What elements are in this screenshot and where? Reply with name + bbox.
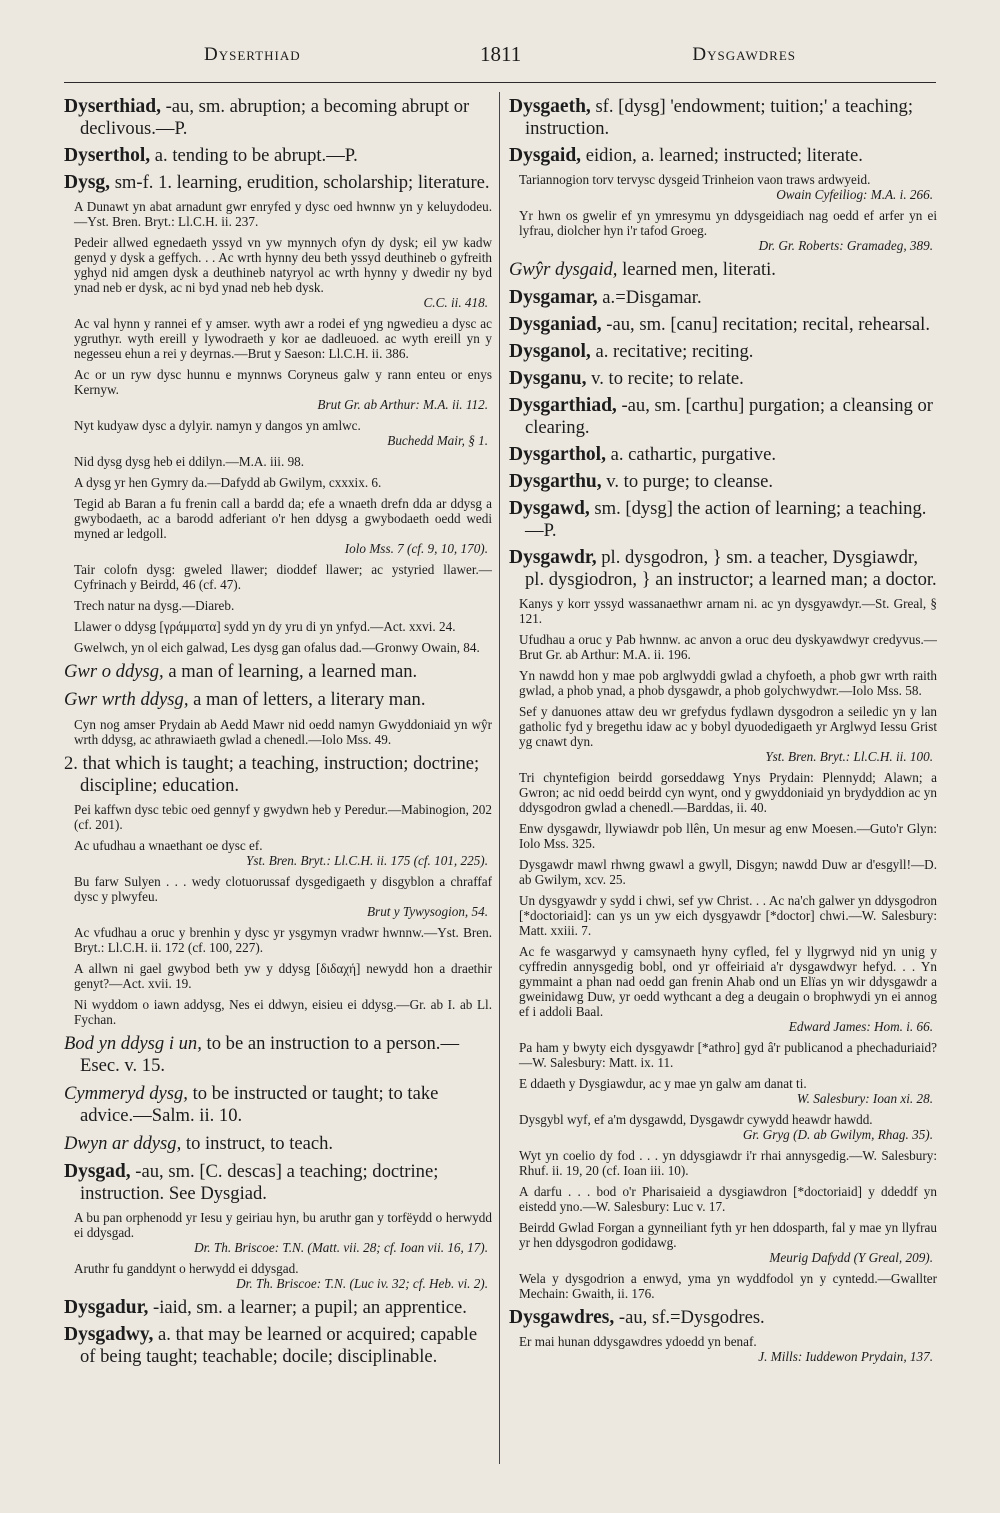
citation-source: Yst. Bren. Bryt.: Ll.C.H. ii. 175 (cf. 101, 225). [245,853,488,868]
running-header [64,44,936,72]
dictionary-entry [64,1161,492,1205]
citation-source: Owain Cyfeiliog: M.A. i. 266. [776,187,933,202]
definition: -au, sm. [carthu] purgation; a cleansing or clearing. [525,395,933,438]
definition: pl. dysgodron, } sm. a teacher, Dysgiawdr, pl. dysgiodron, } an instructor; a learned man; a doctor. [525,547,937,590]
definition: -iaid, sm. a learner; a pupil; an apprentice. [148,1297,467,1318]
phrase-entry [64,1083,492,1127]
citation [74,997,492,1027]
citation-quote: Ufudhau a oruc y Pab hwnnw. ac anvon a oruc deu dyskyawdwyr credyvus.—Brut Gr. ab Arthur: M.A. ii. 196. [519,632,937,662]
phrase-entry [509,259,937,281]
citation [74,1210,492,1255]
citation-quote: Aruthr fu ganddynt o herwydd ei ddysgad. [74,1261,299,1276]
citation-quote: Bu farw Sulyen . . . wedy clotuorussaf dysgedigaeth y disgyblon a chraffaf dysc y plwyfeu. [74,874,492,904]
definition: a. cathartic, purgative. [605,444,776,465]
headword: Dysganiad, [509,314,602,335]
citation-source: Buchedd Mair, § 1. [387,433,488,448]
dictionary-entry [509,395,937,439]
phrase-entry [64,1033,492,1077]
citation [74,598,492,613]
citation [519,1334,937,1364]
definition: -au, sm. [C. descas] a teaching; doctrine; instruction. See Dysgiad. [80,1161,439,1204]
citation-source: Brut y Tywysogion, 54. [367,904,488,919]
citation [74,961,492,991]
phrase-meaning: learned men, literati. [617,259,776,280]
dictionary-entry [509,96,937,140]
dictionary-entry [509,547,937,591]
citation [519,208,937,253]
headword: Dysgadur, [64,1297,149,1318]
citation-quote: Wyt yn coelio dy fod . . . yn ddysgiawdr i'r rhai annysgedig.—W. Salesbury: Rhuf. ii. 19, 20 (cf. Ioan iii. 10). [519,1148,937,1178]
headword: Dysganu, [509,368,587,389]
citation-quote: A allwn ni gael gwybod beth yw y ddysg [διδαχή] newydd hon a draethir genyt?—Act. xvii. 19. [74,961,492,991]
headword: Dyserthol, [64,145,151,166]
citation-quote: A dysg yr hen Gymry da.—Dafydd ab Gwilym, cxxxix. 6. [74,475,382,490]
citation-quote: Cyn nog amser Prydain ab Aedd Mawr nid oedd namyn Gwyddoniaid yn wŷr wrth ddysg, ac athrawiaeth gwlad a chenedl.—Iolo Mss. 49. [74,717,492,747]
citation-quote: Sef y danuones attaw deu wr grefydus fydlawn dysgodron a seiledic yn y lan gatholic fyd y bregethu idaw ac y bobyl dyuodedigaeth yr Arglwyd Iessu Grist yg cnawt dyn. [519,704,937,749]
dictionary-entry [509,145,937,167]
dictionary-entry [64,1297,492,1319]
citation-source: Meurig Dafydd (Y Greal, 209). [769,1250,933,1265]
citation-source: C.C. ii. 418. [423,295,488,310]
column-divider [499,92,500,1464]
citation-source: Dr. Th. Briscoe: T.N. (Luc iv. 32; cf. Heb. vi. 2). [236,1276,488,1291]
citation [74,316,492,361]
phrase-meaning: to instruct, to teach. [181,1133,334,1154]
phrase-term: Gwr o ddysg, [64,661,164,682]
citation [519,596,937,626]
phrase-term: Cymmeryd dysg, [64,1083,188,1104]
right-column [509,96,937,1466]
citation-quote: Trech natur na dysg.—Diareb. [74,598,235,613]
citation-source: Iolo Mss. 7 (cf. 9, 10, 170). [344,541,488,556]
citation-quote: Kanys y korr yssyd wassanaethwr arnam ni. ac yn dysgyawdyr.—St. Greal, § 121. [519,596,937,626]
citation-source: Edward James: Hom. i. 66. [788,1019,933,1034]
citation-quote: Tegid ab Baran a fu frenin call a bardd da; efe a wnaeth drefn dda ar ddysg a gwybodaeth, ac a barodd adferiant o'r hen ddysg a gwybodaeth oedd wedi myned ar ledgoll. [74,496,492,541]
citation [519,1271,937,1301]
definition: v. to recite; to relate. [586,368,744,389]
definition: -au, sm. abruption; a becoming abrupt or declivous.—P. [80,96,470,139]
headword: Dysgadwy, [64,1324,154,1345]
citation [519,821,937,851]
citation [74,640,492,655]
phrase-term: Dwyn ar ddysg, [64,1133,182,1154]
citation-quote: Llawer o ddysg [γράμματα] sydd yn dy yru di yn ynfyd.—Act. xxvi. 24. [74,619,456,634]
citation [519,1112,937,1142]
citation [74,925,492,955]
header-right-guideword: Dysgawdres [692,44,796,65]
citation [74,199,492,229]
citation-source: Dr. Gr. Roberts: Gramadeg, 389. [758,238,933,253]
page-number: 1811 [480,42,522,66]
headword: Dysg, [64,172,111,193]
citation-quote: E ddaeth y Dysgiawdur, ac y mae yn galw am danat ti. [519,1076,807,1091]
definition: a. tending to be abrupt.—P. [150,145,358,166]
citation [519,1148,937,1178]
headword: Dysgad, [64,1161,131,1182]
dictionary-entry [509,341,937,363]
citation-source: J. Mills: Iuddewon Prydain, 137. [758,1349,933,1364]
citation-quote: A bu pan orphenodd yr Iesu y geiriau hyn, bu aruthr gan y torfëydd o herwydd ei ddysgad. [74,1210,492,1240]
sense-definition: 2. that which is taught; a teaching, instruction; doctrine; discipline; education. [64,753,480,796]
headword: Dysgarthiad, [509,395,617,416]
headword: Dysgaid, [509,145,582,166]
citation-quote: Tair colofn dysg: gweled llawer; dioddef llawer; ac ystyried llawer.—Cyfrinach y Beirdd, 46 (cf. 47). [74,562,492,592]
headword: Dysgarthol, [509,444,606,465]
citation [74,367,492,412]
definition: -au, sf.=Dysgodres. [614,1307,765,1328]
citation [74,874,492,919]
citation-quote: Ac fe wasgarwyd y camsynaeth hyny cyfled, fel y llygrwyd nid yn unig y cyffredin annysgedig bobl, ond yr offeiriaid a'r dysgawdwyr hefyd. . . Yn gymmaint a phan nad oedd gan frenin Ahab ond un Elïas yn wir ddysgawdr a gweinidawg Duw, yr oedd wythcant a deg a deugain o brophwydi yn ei annog ef i addoli Baal. [519,944,937,1019]
citation [519,172,937,202]
citation-quote: Ac val hynn y rannei ef y amser. wyth awr a rodei ef yng ngwedieu a dysc ac ygruthyr. wyth ereill y lywodraeth y kor ae dadleuoed. ac wyth ereill yn y negesseu ehun a rei y deyrnas.—Brut y Saeson: Ll.C.H. ii. 386. [74,316,492,361]
citation-quote: Beirdd Gwlad Forgan a gynneiliant fyth yr hen ddosparth, fal y mae yn llyfrau yr hen ddysgodron godidawg. [519,1220,937,1250]
citation [74,475,492,490]
definition: eidion, a. learned; instructed; literate. [581,145,863,166]
phrase-meaning: a man of letters, a literary man. [188,689,426,710]
dictionary-entry [509,498,937,542]
citation [519,668,937,698]
citation-source: Brut Gr. ab Arthur: M.A. ii. 112. [317,397,488,412]
headword: Dysgawdres, [509,1307,615,1328]
dictionary-entry [509,368,937,390]
citation-quote: A darfu . . . bod o'r Pharisaieid a dysgiawdron [*doctoriaid] y ddeddf yn eistedd yno.—W. Salesbury: Luc v. 17. [519,1184,937,1214]
definition: -au, sm. [canu] recitation; recital, rehearsal. [601,314,930,335]
citation [74,1261,492,1291]
phrase-meaning: a man of learning, a learned man. [163,661,418,682]
citation-quote: Pedeir allwed egnedaeth yssyd vn yw mynnych ofyn dy dysk; eil yw kadw genyd y dysk a geffych. . . Ac wrth hynny deu beth yssyd deuthineb o gyfreith yghyd nid amgen dysk a deuthineb natyryol ac wrth hynny y dwedir ny byd ynad neb er dysk, ac ni byd ynad neb heb dysk. [74,235,492,295]
citation [74,802,492,832]
dictionary-entry [509,314,937,336]
citation [74,562,492,592]
left-column [64,96,492,1466]
headword: Dysgamar, [509,287,598,308]
citation [74,838,492,868]
dictionary-entry [509,1307,937,1329]
definition: sm. [dysg] the action of learning; a teaching.—P. [525,498,927,541]
citation [519,770,937,815]
dictionary-entry [509,471,937,493]
citation-quote: Pei kaffwn dysc tebic oed gennyf y gwydwn heb y Peredur.—Mabinogion, 202 (cf. 201). [74,802,492,832]
citation [519,632,937,662]
phrase-meaning: to be an instruction to a person.—Esec. v. 15. [80,1033,460,1076]
citation-quote: Tariannogion torv tervysc dysgeid Trinheion vaon traws ardwyeid. [519,172,871,187]
citation-source: Yst. Bren. Bryt.: Ll.C.H. ii. 100. [765,749,933,764]
citation [74,235,492,310]
citation-quote: Nyt kudyaw dysc a dylyir. namyn y dangos yn amlwc. [74,418,361,433]
phrase-term: Bod yn ddysg i un, [64,1033,202,1054]
dictionary-entry [64,172,492,194]
citation-quote: Er mai hunan ddysgawdres ydoedd yn benaf. [519,1334,757,1349]
headword: Dysgawd, [509,498,590,519]
citation [519,893,937,938]
citation-quote: Dysgawdr mawl rhwng gwawl a gwyll, Disgyn; nawdd Duw ar d'esgyll!—D. ab Gwilym, xcv. 25. [519,857,937,887]
phrase-entry [64,661,492,683]
citation-quote: A Dunawt yn abat arnadunt gwr enryfed y dysc oed hwnnw yn y keluydodeu.—Yst. Bren. Bryt.: Ll.C.H. ii. 237. [74,199,492,229]
headword: Dysgaeth, [509,96,591,117]
citation [519,1076,937,1106]
citation [74,496,492,556]
definition: a. recitative; reciting. [590,341,754,362]
citation-source: Dr. Th. Briscoe: T.N. (Matt. vii. 28; cf. Ioan vii. 16, 17). [194,1240,488,1255]
citation-quote: Un dysgyawdr y sydd i chwi, sef yw Christ. . . Ac na'ch galwer yn ddysgodron [*doctoriaid]: can ys un yw eich dysgyawdr [*doctor] chwi.—W. Salesbury: Matt. xxiii. 7. [519,893,937,938]
citation-quote: Gwelwch, yn ol eich galwad, Les dysg gan ofalus dad.—Gronwy Owain, 84. [74,640,480,655]
headword: Dysgawdr, [509,547,597,568]
citation-quote: Yr hwn os gwelir ef yn ymresymu yn ddysgeidiach nag oedd ef arfer yn ei lyfrau, diolcher hyn i'r tafod Groeg. [519,208,937,238]
phrase-term: Gwr wrth ddysg, [64,689,189,710]
citation [519,1220,937,1265]
headword: Dysganol, [509,341,591,362]
definition: sm-f. 1. learning, erudition, scholarship; literature. [110,172,490,193]
citation [74,418,492,448]
dictionary-entry [64,96,492,140]
definition: a.=Disgamar. [597,287,702,308]
citation-quote: Nid dysg dysg heb ei ddilyn.—M.A. iii. 98. [74,454,305,469]
citation-quote: Tri chyntefigion beirdd gorseddawg Ynys Prydain: Plennydd; Alawn; a Gwron; ac nid oedd beirdd cyn wynt, ond y gwyddoniaid yn brydyddion ac yn ddysgodron gwlad a chenedl.—Barddas, ii. 40. [519,770,937,815]
phrase-meaning: to be instructed or taught; to take advice.—Salm. ii. 10. [80,1083,439,1126]
dictionary-entry [509,444,937,466]
definition: a. that may be learned or acquired; capable of being taught; teachable; docile; disciplinable. [80,1324,478,1367]
citation-quote: Ac ufudhau a wnaethant oe dysc ef. [74,838,263,853]
headword: Dyserthiad, [64,96,161,117]
citation-quote: Yn nawdd hon y mae pob arglwyddi gwlad a chyfoeth, a phob gwr wrth raith gwlad, a phob ynad, a phob dysgawdr, a phob golychwydwr.—Iolo Mss. 58. [519,668,937,698]
citation-quote: Dysgybl wyf, ef a'm dysgawdd, Dysgawdr cywydd heawdr hawdd. [519,1112,873,1127]
citation [74,619,492,634]
phrase-term: Gwŷr dysgaid, [509,259,618,280]
dictionary-entry [64,145,492,167]
citation [74,717,492,747]
citation [519,1184,937,1214]
citation-source: Gr. Gryg (D. ab Gwilym, Rhag. 35). [742,1127,933,1142]
citation [519,944,937,1034]
header-rule [64,82,936,83]
citation-quote: Wela y dysgodrion a enwyd, yma yn wyddfodol yn y cyntedd.—Gwallter Mechain: Gwaith, ii. 176. [519,1271,937,1301]
phrase-entry [64,1133,492,1155]
phrase-entry [64,689,492,711]
header-left-guideword: Dyserthiad [204,44,301,65]
citation-quote: Ac or un ryw dysc hunnu e mynnws Coryneus galw y rann enteu or enys Kernyw. [74,367,492,397]
citation-quote: Enw dysgawdr, llywiawdr pob llên, Un mesur ag enw Moesen.—Guto'r Glyn: Iolo Mss. 325. [519,821,937,851]
dictionary-entry [509,287,937,309]
citation [519,1040,937,1070]
citation-quote: Ni wyddom o iawn addysg, Nes ei ddwyn, eisieu ei ddysg.—Gr. ab I. ab Ll. Fychan. [74,997,492,1027]
definition: v. to purge; to cleanse. [601,471,774,492]
dictionary-entry [64,1324,492,1368]
citation-quote: Pa ham y bwyty eich dysgyawdr [*athro] gyd â'r publicanod a phechaduriaid?—W. Salesbury: Matt. ix. 11. [519,1040,937,1070]
headword: Dysgarthu, [509,471,602,492]
citation [519,857,937,887]
citation-source: W. Salesbury: Ioan xi. 28. [796,1091,933,1106]
citation [74,454,492,469]
citation [519,704,937,764]
definition: sf. [dysg] 'endowment; tuition;' a teaching; instruction. [525,96,914,139]
citation-quote: Ac vfudhau a oruc y brenhin y dysc yr ysgymyn vradwr hwnnw.—Yst. Bren. Bryt.: Ll.C.H. ii. 172 (cf. 100, 227). [74,925,492,955]
